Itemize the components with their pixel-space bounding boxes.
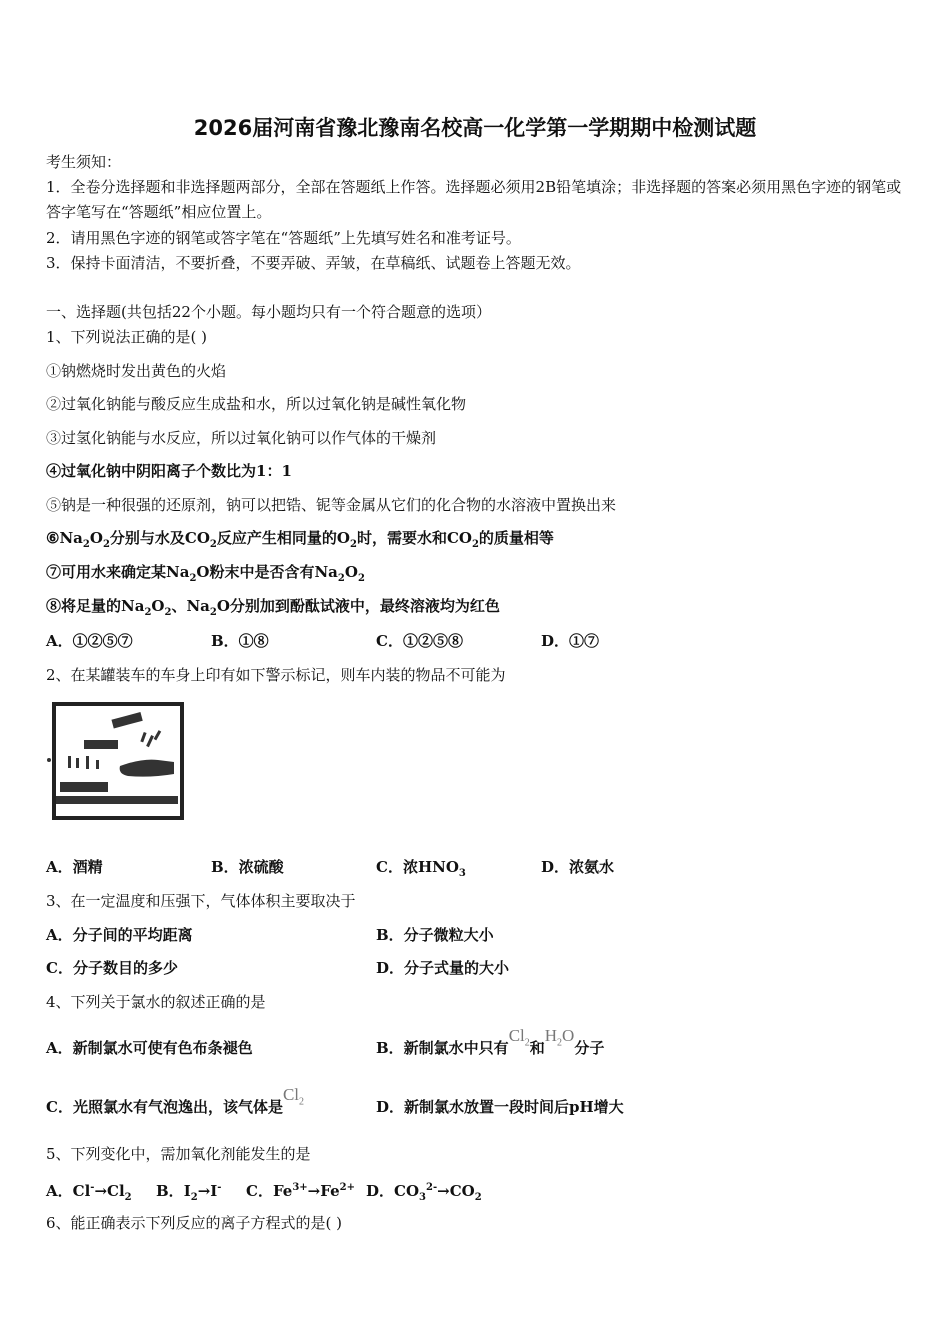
q1-statement-8: ⑧将足量的$Na_2O_2$、$Na_2O$分别加到酚酞试液中，最终溶液均为红色 <box>46 597 500 618</box>
q1-statement-3: ③过氢化钠能与水反应，所以过氧化钠可以作气体的干燥剂 <box>46 429 437 447</box>
page-title: 2026届河南省豫北豫南名校高一化学第一学期期中检测试题 <box>193 116 757 140</box>
q5-option-b[interactable]: B．$I_2\to I^-$ <box>156 1182 222 1203</box>
q2-stem: 2、在某罐装车的车身上印有如下警示标记，则车内装的物品不可能为 <box>46 666 506 684</box>
q1-statement-7: ⑦可用水来确定某$Na_2O$粉末中是否含有$Na_2O_2$ <box>46 563 365 584</box>
q2-option-a[interactable]: A．酒精 <box>46 858 103 876</box>
q4-option-a[interactable]: A．新制氯水可使有色布条褪色 <box>46 1039 253 1057</box>
q3-option-c[interactable]: C．分子数目的多少 <box>46 959 178 977</box>
q5-option-d[interactable]: D．$CO_3^{2-}\to CO_2$ <box>366 1182 482 1203</box>
q4-option-c[interactable]: C．光照氯水有气泡逸出，该气体是$Cl_2$ <box>46 1085 305 1116</box>
q5-option-a[interactable]: A．$Cl^-\to Cl_2$ <box>46 1182 132 1203</box>
corrosive-hazard-image <box>46 700 188 822</box>
notice-item-3: 3．保持卡面清洁，不要折叠，不要弄破、弄皱，在草稿纸、试题卷上答题无效。 <box>46 254 581 272</box>
q1-statement-5: ⑤钠是一种很强的还原剂，钠可以把锆、铌等金属从它们的化合物的水溶液中置换出来 <box>46 496 617 514</box>
q1-statement-6: $⑥Na_2O_2$分别与水及$CO_2$反应产生相同量的$O_2$时，需要水和$CO_2$的质量相等 <box>46 529 554 550</box>
q1-option-d[interactable]: D．①⑦ <box>541 632 600 650</box>
notice-item-1: 1．全卷分选择题和非选择题两部分，全部在答题纸上作答。选择题必须用2B铅笔填涂；非选择题的答案必须用黑色字迹的钢笔或答字笔写在“答题纸”相应位置上。 <box>46 178 902 221</box>
q2-option-c[interactable]: C．浓$HNO_3$ <box>376 858 466 879</box>
q4-stem: 4、下列关于氯水的叙述正确的是 <box>46 993 266 1011</box>
q2-option-d[interactable]: D．浓氨水 <box>541 858 615 876</box>
q4-option-d[interactable]: D．新制氯水放置一段时间后pH增大 <box>376 1098 624 1116</box>
q5-option-c[interactable]: C．$Fe^{3+}\to Fe^{2+}$ <box>246 1182 355 1200</box>
q1-option-b[interactable]: B．①⑧ <box>211 632 269 650</box>
q3-option-d[interactable]: D．分子式量的大小 <box>376 959 510 977</box>
q1-statement-2: ②过氧化钠能与酸反应生成盐和水，所以过氧化钠是碱性氧化物 <box>46 395 467 413</box>
q3-stem: 3、在一定温度和压强下，气体体积主要取决于 <box>46 892 356 910</box>
q1-option-a[interactable]: A．①②⑤⑦ <box>46 632 133 650</box>
q1-statement-4: ④过氧化钠中阴阳离子个数比为1：1 <box>46 462 292 480</box>
q4-option-b[interactable]: B．新制氯水中只有$Cl_2$和$H_2O$分子 <box>376 1026 605 1057</box>
q2-option-b[interactable]: B．浓硫酸 <box>211 858 284 876</box>
section-heading: 一、选择题(共包括22个小题。每小题均只有一个符合题意的选项） <box>46 303 491 321</box>
notice-item-2: 2．请用黑色字迹的钢笔或答字笔在“答题纸”上先填写姓名和准考证号。 <box>46 229 521 247</box>
q1-stem: 1、下列说法正确的是( ) <box>46 328 208 346</box>
q3-option-b[interactable]: B．分子微粒大小 <box>376 926 494 944</box>
q6-stem: 6、能正确表示下列反应的离子方程式的是( ) <box>46 1214 343 1232</box>
q1-statement-1: ①钠燃烧时发出黄色的火焰 <box>46 362 227 380</box>
q5-stem: 5、下列变化中，需加氧化剂能发生的是 <box>46 1145 311 1163</box>
q3-option-a[interactable]: A．分子间的平均距离 <box>46 926 193 944</box>
notice-heading: 考生须知： <box>46 153 122 171</box>
q1-option-c[interactable]: C．①②⑤⑧ <box>376 632 463 650</box>
